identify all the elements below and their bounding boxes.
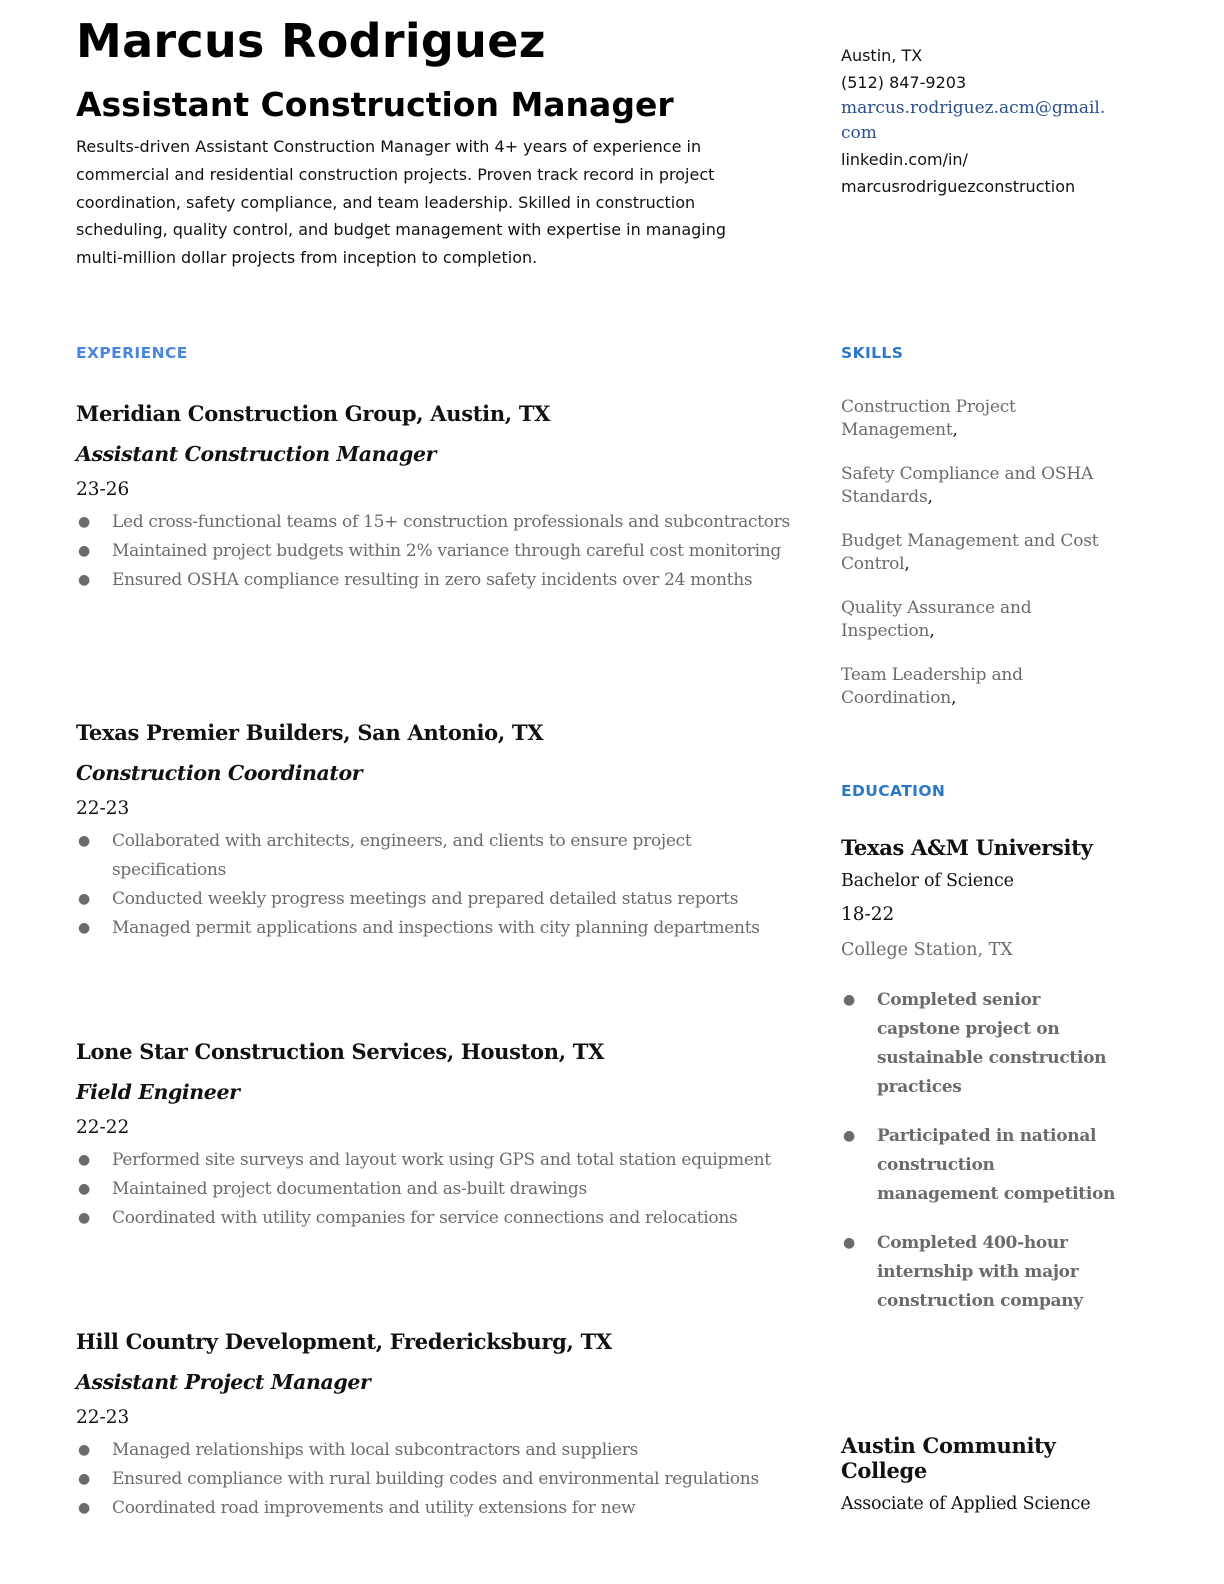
job-dates: 22-23 bbox=[76, 798, 130, 819]
bullet-text: Participated in national construction management competition bbox=[877, 1126, 1116, 1204]
candidate-name: Marcus Rodriguez bbox=[76, 14, 546, 68]
job-bullet bbox=[76, 885, 796, 914]
professional-summary: Results-driven Assistant Construction Manager with 4+ years of experience in commercial and residential construction projects. Proven track record in project coordination, safety compliance, and team leadership. Skilled in construction scheduling, quality control, and budget management with expertise in managing multi-million dollar projects from inception to completion. bbox=[76, 137, 727, 268]
job-company: Texas Premier Builders, San Antonio, TX bbox=[76, 720, 544, 745]
bullet-text: Managed relationships with local subcontractors and suppliers bbox=[112, 1440, 639, 1460]
bullet-icon: ● bbox=[78, 543, 90, 559]
bullet-icon: ● bbox=[843, 992, 855, 1008]
skill-item bbox=[841, 396, 1116, 441]
education-bullets bbox=[841, 986, 1116, 1316]
contact-phone[interactable]: (512) 847-9203 bbox=[841, 73, 967, 92]
job-bullet bbox=[76, 508, 796, 537]
education-bullet bbox=[841, 986, 1116, 1102]
education-entry bbox=[841, 1433, 1116, 1521]
job-bullet bbox=[76, 1175, 796, 1204]
contact-email-link[interactable]: marcus.rodriguez.acm@gmail.com bbox=[841, 98, 1106, 143]
bullet-text: Completed senior capstone project on sustainable construction practices bbox=[877, 990, 1107, 1097]
job-bullet bbox=[76, 914, 796, 943]
job-bullets bbox=[76, 1436, 796, 1523]
bullet-text: Collaborated with architects, engineers, and clients to ensure project specifications bbox=[112, 831, 692, 880]
school-name: Austin Community College bbox=[841, 1433, 1056, 1483]
bullet-icon: ● bbox=[78, 1181, 90, 1197]
education-location: College Station, TX bbox=[841, 940, 1013, 960]
job-role: Assistant Construction Manager bbox=[76, 442, 436, 466]
skill-separator: , bbox=[927, 486, 933, 507]
job-role: Assistant Project Manager bbox=[76, 1370, 371, 1394]
bullet-icon: ● bbox=[843, 1128, 855, 1144]
bullet-icon: ● bbox=[78, 514, 90, 530]
job-bullet bbox=[76, 827, 796, 885]
job-bullets bbox=[76, 827, 796, 943]
skill-item bbox=[841, 597, 1116, 642]
bullet-text: Led cross-functional teams of 15+ construction professionals and subcontractors bbox=[112, 512, 790, 532]
bullet-icon: ● bbox=[843, 1235, 855, 1251]
job-bullet bbox=[76, 1465, 796, 1494]
job-entry bbox=[76, 1036, 796, 1233]
job-role: Field Engineer bbox=[76, 1080, 240, 1104]
skill-text: Budget Management and Cost Control bbox=[841, 531, 1099, 574]
bullet-text: Coordinated road improvements and utility extensions for new bbox=[112, 1498, 636, 1518]
education-entry bbox=[841, 835, 1116, 1336]
bullet-text: Conducted weekly progress meetings and prepared detailed status reports bbox=[112, 889, 739, 909]
skill-text: Safety Compliance and OSHA Standards bbox=[841, 464, 1094, 507]
bullet-text: Ensured OSHA compliance resulting in zero safety incidents over 24 months bbox=[112, 570, 753, 590]
skills-list bbox=[841, 396, 1116, 731]
bullet-icon: ● bbox=[78, 920, 90, 936]
bullet-icon: ● bbox=[78, 833, 90, 849]
job-dates: 23-26 bbox=[76, 479, 130, 500]
job-role: Construction Coordinator bbox=[76, 761, 363, 785]
job-entry bbox=[76, 398, 796, 595]
contact-location: Austin, TX bbox=[841, 46, 923, 65]
skill-text: Quality Assurance and Inspection bbox=[841, 598, 1032, 641]
job-company: Meridian Construction Group, Austin, TX bbox=[76, 401, 551, 426]
bullet-text: Performed site surveys and layout work using GPS and total station equipment bbox=[112, 1150, 771, 1170]
degree: Bachelor of Science bbox=[841, 871, 1014, 891]
bullet-text: Coordinated with utility companies for service connections and relocations bbox=[112, 1208, 738, 1228]
school-name: Texas A&M University bbox=[841, 835, 1093, 860]
skill-separator: , bbox=[929, 620, 935, 641]
skill-item bbox=[841, 664, 1116, 709]
bullet-icon: ● bbox=[78, 1471, 90, 1487]
bullet-icon: ● bbox=[78, 1152, 90, 1168]
contact-linkedin-line2[interactable]: marcusrodriguezconstruction bbox=[841, 177, 1076, 196]
skills-heading: SKILLS bbox=[841, 344, 904, 362]
bullet-text: Completed 400-hour internship with major construction company bbox=[877, 1233, 1083, 1311]
bullet-text: Managed permit applications and inspections with city planning departments bbox=[112, 918, 760, 938]
bullet-text: Maintained project documentation and as-built drawings bbox=[112, 1179, 587, 1199]
job-bullets bbox=[76, 1146, 796, 1233]
job-bullet bbox=[76, 566, 796, 595]
job-bullet bbox=[76, 1436, 796, 1465]
job-bullets bbox=[76, 508, 796, 595]
candidate-headline: Assistant Construction Manager bbox=[76, 85, 674, 124]
contact-block bbox=[841, 42, 1111, 200]
job-dates: 22-22 bbox=[76, 1117, 130, 1138]
degree: Associate of Applied Science bbox=[841, 1494, 1091, 1514]
skill-item bbox=[841, 530, 1116, 575]
skill-separator: , bbox=[904, 553, 910, 574]
skill-text: Construction Project Management bbox=[841, 397, 1016, 440]
job-entry bbox=[76, 717, 796, 943]
bullet-text: Maintained project budgets within 2% variance through careful cost monitoring bbox=[112, 541, 781, 561]
bullet-icon: ● bbox=[78, 1210, 90, 1226]
bullet-text: Ensured compliance with rural building codes and environmental regulations bbox=[112, 1469, 759, 1489]
job-bullet bbox=[76, 1494, 796, 1523]
skill-separator: , bbox=[951, 687, 957, 708]
contact-linkedin-line1[interactable]: linkedin.com/in/ bbox=[841, 150, 968, 169]
skill-text: Team Leadership and Coordination bbox=[841, 665, 1023, 708]
job-bullet bbox=[76, 1204, 796, 1233]
education-dates: 18-22 bbox=[841, 904, 895, 925]
skill-item bbox=[841, 463, 1116, 508]
bullet-icon: ● bbox=[78, 572, 90, 588]
skill-separator: , bbox=[952, 419, 958, 440]
education-heading: EDUCATION bbox=[841, 782, 946, 800]
bullet-icon: ● bbox=[78, 891, 90, 907]
bullet-icon: ● bbox=[78, 1442, 90, 1458]
job-entry bbox=[76, 1326, 796, 1523]
bullet-icon: ● bbox=[78, 1500, 90, 1516]
job-bullet bbox=[76, 1146, 796, 1175]
job-dates: 22-23 bbox=[76, 1407, 130, 1428]
experience-heading: EXPERIENCE bbox=[76, 344, 188, 362]
job-bullet bbox=[76, 537, 796, 566]
job-company: Lone Star Construction Services, Houston, TX bbox=[76, 1039, 605, 1064]
education-bullet bbox=[841, 1229, 1116, 1316]
education-bullet bbox=[841, 1122, 1116, 1209]
job-company: Hill Country Development, Fredericksburg, TX bbox=[76, 1329, 612, 1354]
